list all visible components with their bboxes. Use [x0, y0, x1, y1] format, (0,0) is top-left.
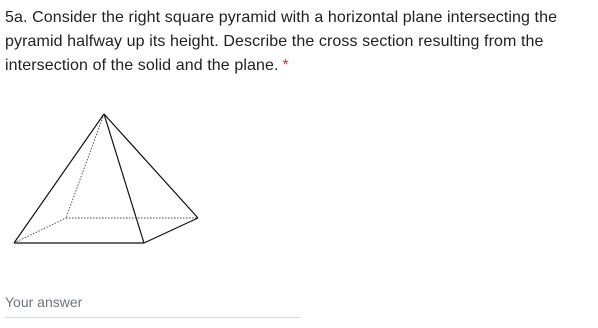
- question-text: 5a. Consider the right square pyramid with a horizontal plane intersecting the pyramid halfway up its height. Describe the cross section resulting from the intersection of the solid and the plane.: [5, 9, 558, 74]
- hidden-edge-apex-back-left: [66, 114, 104, 218]
- hidden-edge-base-left: [14, 218, 66, 243]
- pyramid-figure: [10, 110, 205, 250]
- pyramid-drawing: [10, 110, 205, 250]
- answer-input[interactable]: [5, 292, 301, 318]
- required-asterisk: *: [282, 57, 289, 74]
- edge-base-right: [144, 218, 198, 243]
- question-title: [5, 6, 593, 78]
- answer-field-container: [5, 292, 301, 320]
- edge-apex-front-left: [14, 114, 104, 243]
- edge-apex-front-right: [104, 114, 144, 243]
- edge-apex-back-right: [104, 114, 198, 218]
